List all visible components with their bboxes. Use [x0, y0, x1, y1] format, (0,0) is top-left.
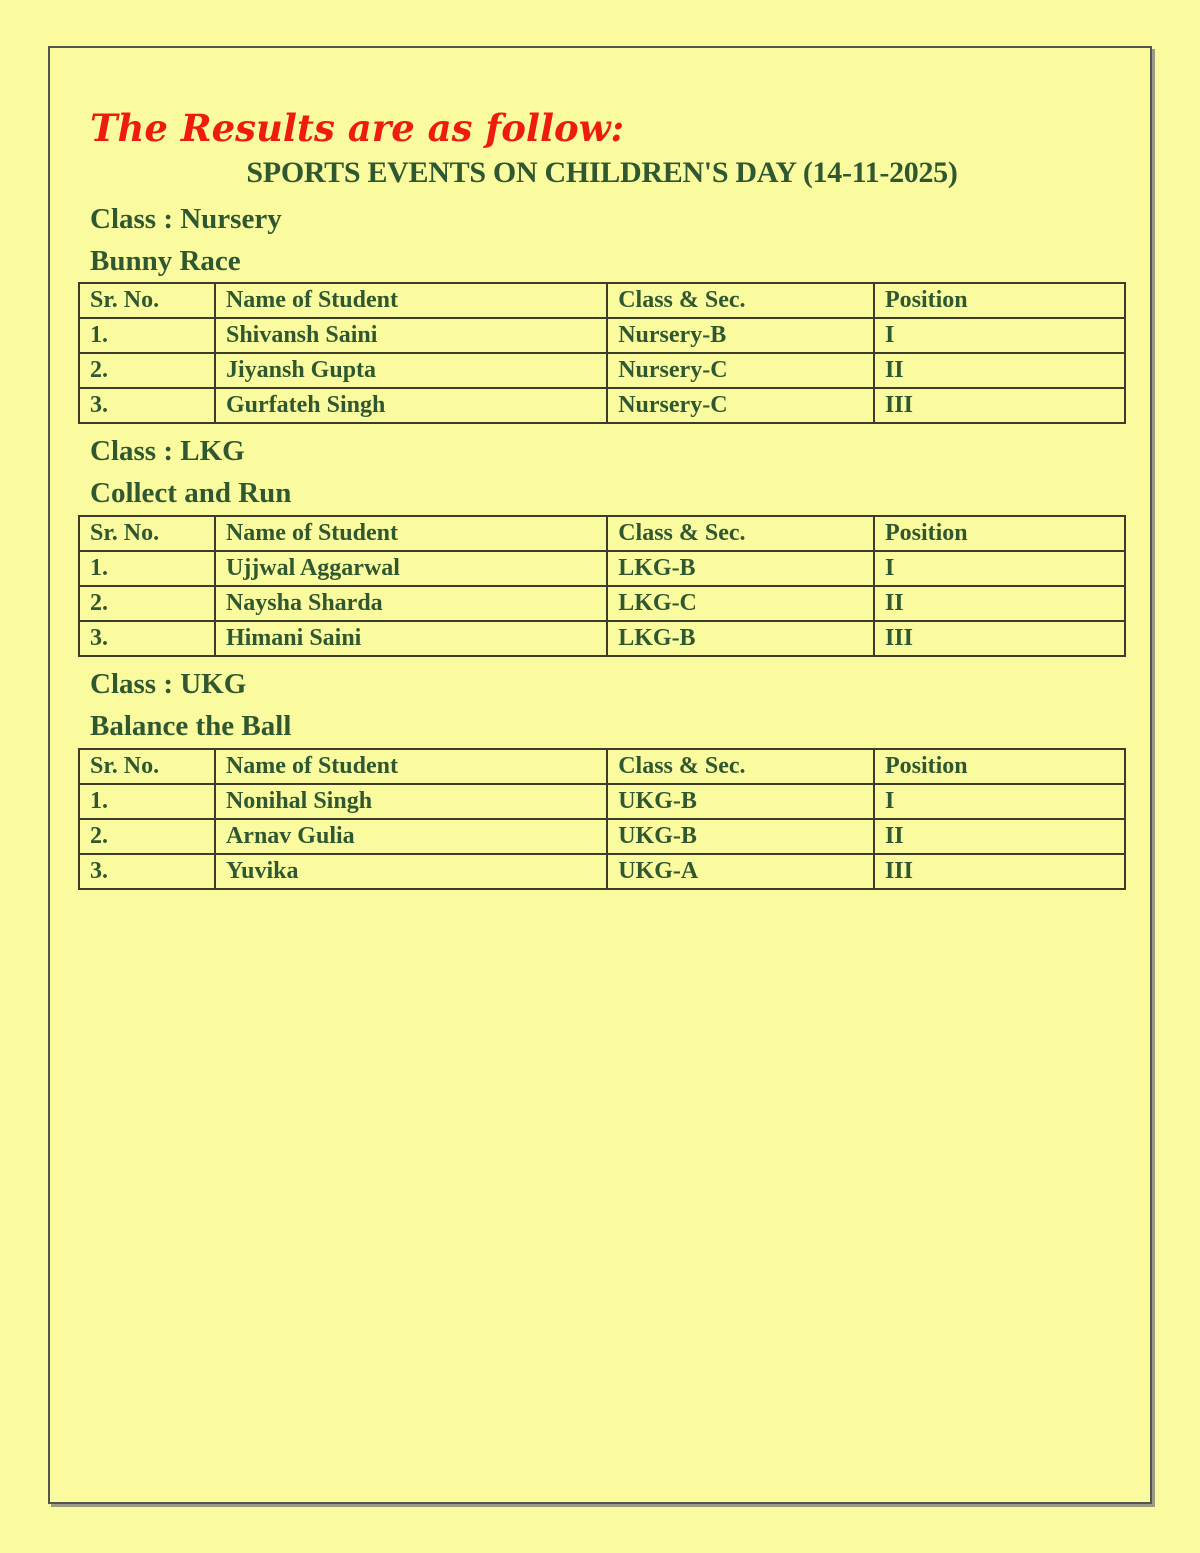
results-table-nursery — [78, 282, 1126, 424]
cell-class-sec: UKG-A — [607, 854, 874, 889]
cell-class-sec: UKG-B — [607, 819, 874, 854]
cell-class-sec: Nursery-C — [607, 388, 874, 423]
table-row — [79, 551, 1125, 586]
class-heading-nursery: Class : Nursery — [90, 202, 282, 235]
cell-name: Himani Saini — [215, 621, 607, 656]
table-row — [79, 621, 1125, 656]
results-table-lkg — [78, 515, 1126, 657]
results-table-ukg — [78, 748, 1126, 890]
table-header-row — [79, 283, 1125, 318]
header-sr-no: Sr. No. — [79, 283, 215, 318]
cell-name: Nonihal Singh — [215, 784, 607, 819]
document-content — [50, 48, 1150, 890]
header-class-sec: Class & Sec. — [607, 283, 874, 318]
cell-name: Jiyansh Gupta — [215, 353, 607, 388]
cell-sr-no: 3. — [79, 388, 215, 423]
table-row — [79, 318, 1125, 353]
cell-sr-no: 3. — [79, 621, 215, 656]
document-title: SPORTS EVENTS ON CHILDREN'S DAY (14-11-2025) — [246, 156, 958, 190]
results-heading: The Results are as follow: — [90, 106, 625, 150]
header-name: Name of Student — [215, 749, 607, 784]
cell-sr-no: 1. — [79, 318, 215, 353]
event-heading-bunny-race: Bunny Race — [90, 244, 241, 277]
table-header-row — [79, 749, 1125, 784]
table-row — [79, 784, 1125, 819]
cell-position: III — [874, 388, 1125, 423]
cell-class-sec: LKG-B — [607, 621, 874, 656]
header-sr-no: Sr. No. — [79, 749, 215, 784]
cell-sr-no: 1. — [79, 784, 215, 819]
table-row — [79, 353, 1125, 388]
cell-class-sec: LKG-C — [607, 586, 874, 621]
cell-name: Yuvika — [215, 854, 607, 889]
cell-position: II — [874, 353, 1125, 388]
cell-sr-no: 3. — [79, 854, 215, 889]
cell-class-sec: LKG-B — [607, 551, 874, 586]
header-sr-no: Sr. No. — [79, 516, 215, 551]
cell-sr-no: 1. — [79, 551, 215, 586]
cell-name: Arnav Gulia — [215, 819, 607, 854]
table-row — [79, 819, 1125, 854]
event-heading-collect-and-run: Collect and Run — [90, 477, 292, 510]
cell-position: I — [874, 551, 1125, 586]
cell-name: Gurfateh Singh — [215, 388, 607, 423]
header-position: Position — [874, 516, 1125, 551]
cell-sr-no: 2. — [79, 353, 215, 388]
page-frame — [48, 46, 1152, 1504]
table-row — [79, 586, 1125, 621]
cell-name: Naysha Sharda — [215, 586, 607, 621]
table-row — [79, 854, 1125, 889]
cell-name: Shivansh Saini — [215, 318, 607, 353]
header-name: Name of Student — [215, 283, 607, 318]
table-header-row — [79, 516, 1125, 551]
header-position: Position — [874, 283, 1125, 318]
header-class-sec: Class & Sec. — [607, 749, 874, 784]
cell-position: I — [874, 318, 1125, 353]
class-heading-lkg: Class : LKG — [90, 435, 245, 468]
cell-position: II — [874, 819, 1125, 854]
event-heading-balance-the-ball: Balance the Ball — [90, 709, 292, 742]
cell-sr-no: 2. — [79, 819, 215, 854]
cell-class-sec: Nursery-C — [607, 353, 874, 388]
header-name: Name of Student — [215, 516, 607, 551]
table-row — [79, 388, 1125, 423]
cell-name: Ujjwal Aggarwal — [215, 551, 607, 586]
header-class-sec: Class & Sec. — [607, 516, 874, 551]
header-position: Position — [874, 749, 1125, 784]
cell-sr-no: 2. — [79, 586, 215, 621]
cell-class-sec: UKG-B — [607, 784, 874, 819]
cell-position: III — [874, 854, 1125, 889]
cell-position: III — [874, 621, 1125, 656]
cell-position: I — [874, 784, 1125, 819]
class-heading-ukg: Class : UKG — [90, 668, 247, 701]
cell-class-sec: Nursery-B — [607, 318, 874, 353]
cell-position: II — [874, 586, 1125, 621]
